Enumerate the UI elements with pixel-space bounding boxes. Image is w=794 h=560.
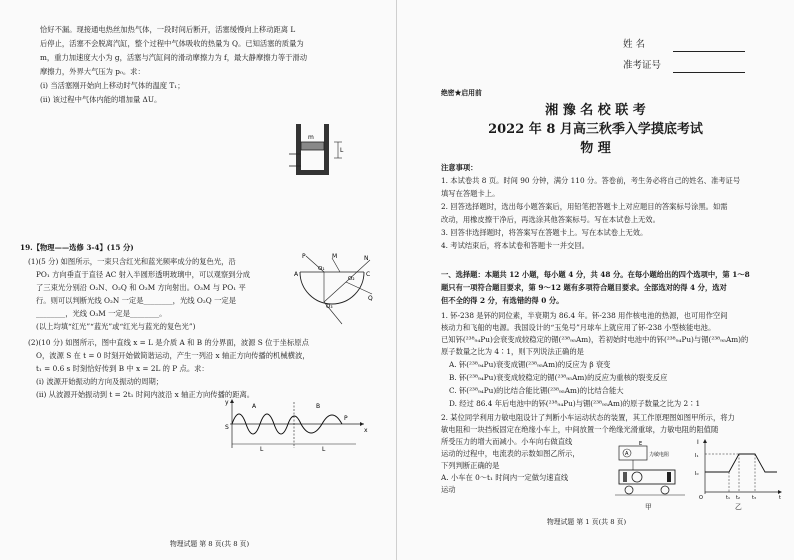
text-line: (以上均填“红光”“蓝光”或“红光与蓝光的复色光”) [36,322,196,331]
label-Q: Q [368,295,373,302]
section-header: 但不全的得 2 分，有选错的得 0 分。 [441,296,564,305]
page-footer-left: 物理试题 第 8 页(共 8 页) [170,540,250,548]
label-t2: t₂ [736,495,740,501]
id-underline [673,72,745,73]
q1-option-B: B. 钚(²³⁸₉₄Pu)衰变成较稳定的镅(²³⁸₉₅Am)的反应为重核的裂变反应 [449,373,668,382]
resistor-label: 力敏电阻 [649,452,670,458]
q1-option-D: D. 经过 86.4 年后电池中的钚(²³⁸₉₄Pu)与镅(²³⁸₉₅Am)的原子数量之比为 2∶1 [449,399,701,408]
id-label: 准考证号 [623,60,662,71]
piston-cylinder-figure [286,118,366,180]
notice-line: 3. 回答非选择题时，将答案写在答题卡上。写在本试卷上无效。 [441,228,648,237]
page-footer-right: 物理试题 第 1 页(共 8 页) [547,518,627,526]
text-line: m，重力加速度大小为 g，活塞与汽缸间的滑动摩擦力为 f，最大静摩擦力等于滑动 [40,53,308,62]
ammeter-label: A [625,451,629,457]
label-origin: O [699,495,703,501]
section-header: 题只有一项符合题目要求，第 9～12 题有多项符合题目要求。全部选对的得 4 分，选对 [441,283,727,292]
q1-line: 1. 钚-238 是钚的同位素，半衰期为 86.4 年。钚-238 用作核电池的热源，也可用作空间 [441,311,728,320]
text-line: (ii) 从波源开始振动到 t = 2t₁ 时间内波沿 x 轴正方向传播的距离。 [36,390,255,399]
text-line: ________，光线 O₃M 一定是________。 [36,309,167,318]
section-header: 一、选择题：本题共 12 小题，每小题 4 分，共 48 分。在每小题给出的四个选项中，第 1～8 [441,270,750,279]
semicircle-optics-figure [292,252,376,330]
notice-line: 1. 本试卷共 8 页。时间 90 分钟，满分 110 分。答卷前，考生务必将自己的姓名、准考证号 [441,176,741,185]
name-label: 姓 名 [623,39,646,50]
label-S: S [225,424,229,431]
text-line: 恰好不漏。现接通电热丝加热气体，一段时间后断开，活塞缓慢向上移动距离 L [40,25,296,34]
label-x: x [364,427,368,434]
q1-option-A: A. 钚(²³⁸₉₄Pu)衰变成镅(²³⁸₉₅Am)的反应为 β 衰变 [449,360,611,369]
label-L-a: L [260,446,264,452]
text-line: 后停止，活塞不会脱离汽缸，整个过程中气体吸收的热量为 Q。已知活塞的质量为 [40,39,304,48]
label-medium-A: A [252,403,257,410]
secret-mark: 绝密★启用前 [441,89,482,97]
q2-option-A: A. 小车在 0～t₁ 时间内一定做匀速直线 [441,473,569,482]
q1-line: 已知钚(²³⁸₉₄Pu)会衰变成较稳定的镅(²³⁸₉₅Am)，若初始时电池中的钚(²³⁸₉₄Pu)与镅(²³⁸₉₅Am)的 [441,335,749,344]
text-line: 摩擦力，外界大气压为 p₀。求： [40,67,145,76]
label-A: A [294,271,299,278]
q1-option-C: C. 钚(²³⁸₉₄Pu)的比结合能比镅(²³⁸₉₅Am)的比结合能大 [449,386,624,395]
notice-line: 改动，用橡皮擦干净后，再选涂其他答案标号。写在本试卷上无效。 [441,215,660,224]
q2-line: 所受压力的增大而减小。小车向右做直线 [441,437,573,446]
car-circuit-figure [615,440,687,500]
exam-title-1: 湘 豫 名 校 联 考 [545,103,646,118]
text-line: (i) 当活塞刚开始向上移动时气体的温度 T₁； [40,81,185,90]
name-underline [673,51,745,52]
q2-line: 运动的过程中，电流表的示数如图乙所示， [441,449,580,458]
q2-line: 敏电阻和一块挡板固定在绝缘小车上，中间放置一个绝缘光滑重球，力敏电阻的阻值随 [441,425,719,434]
q2-line: 2. 某位同学利用力敏电阻设计了判断小车运动状态的装置，其工作原理图如图甲所示，将力 [441,413,735,422]
label-N: N [364,255,369,262]
label-t3: t₃ [752,495,756,501]
text-line: 了三束光分别沿 O₂N、O₂Q 和 O₃M 方向射出。O₃M 与 PO₁ 平 [36,283,246,292]
text-line: PO₁ 方向垂直于直径 AC 射入半圆形透明玻璃中，可以观察到分成 [36,270,251,279]
wave-figure [222,396,372,452]
text-line: 行。则可以判断光线 O₂N 一定是________，光线 O₂Q 一定是 [36,296,236,305]
q2-line: 下列判断正确的是 [441,461,500,470]
label-I1: I₁ [695,453,699,459]
notice-line: 填写在答题卡上。 [441,189,500,198]
label-I: I [697,439,699,446]
q1-line: 核动力和飞船的电源。我国设计的“玉兔号”月球车上就应用了钚-238 小型核能电池。 [441,323,716,332]
label-O2: O₂ [348,276,355,282]
label-P-wave: P [344,415,348,422]
label-I0: I₀ [695,471,699,477]
exam-title-2: 2022 年 8 月高三秋季入学摸底考试 [488,122,703,137]
text-line: t₁ = 0.6 s 时刻恰好传到 B 中 x = 2L 的 P 点。求： [36,364,209,373]
fig-yi-caption: 乙 [735,503,742,511]
q1-line: 原子数量之比为 4∶1，则下列说法正确的是 [441,347,584,356]
text-line: (ii) 该过程中气体内能的增加量 ΔU。 [40,95,162,104]
q2-line: 运动 [441,485,456,494]
label-y: y [225,399,229,406]
label-t1: t₁ [726,495,730,501]
label-L-b: L [322,446,326,452]
notice-line: 2. 回答选择题时，选出每小题答案后，用铅笔把答题卡上对应题目的答案标号涂黑。如需 [441,202,728,211]
label-M: M [332,253,338,260]
current-time-graph [693,436,787,502]
label-L: L [340,147,344,154]
fig-jia-caption: 甲 [645,503,652,511]
label-P: P [302,253,306,260]
label-O1: O₁ [318,266,325,272]
notice-line: 4. 考试结束后，将本试卷和答题卡一并交回。 [441,241,589,250]
text-line: (1)(5 分) 如图所示，一束只含红光和蓝光频率成分的复色光，沿 [28,257,236,266]
q19-header: 19.【物理——选修 3-4】(15 分) [20,243,134,252]
label-m: m [308,134,314,141]
label-O3: O₃ [326,304,333,310]
label-t: t [779,495,781,501]
right-page [397,0,794,560]
label-E: E [639,441,643,447]
text-line: (i) 波源开始振动的方向及振动的周期； [36,377,164,386]
label-medium-B: B [316,403,321,410]
exam-subject: 物 理 [580,141,611,156]
left-page [0,0,396,560]
text-line: O，波源 S 在 t = 0 时刻开始做简谐运动，产生一列沿 x 轴正方向传播的机械横波， [36,351,310,360]
label-C: C [366,271,371,278]
text-line: (2)(10 分) 如图所示，图中直线 x = L 是介质 A 和 B 的分界面，波源 S 位于坐标原点 [28,338,309,347]
notice-header: 注意事项： [441,163,478,172]
